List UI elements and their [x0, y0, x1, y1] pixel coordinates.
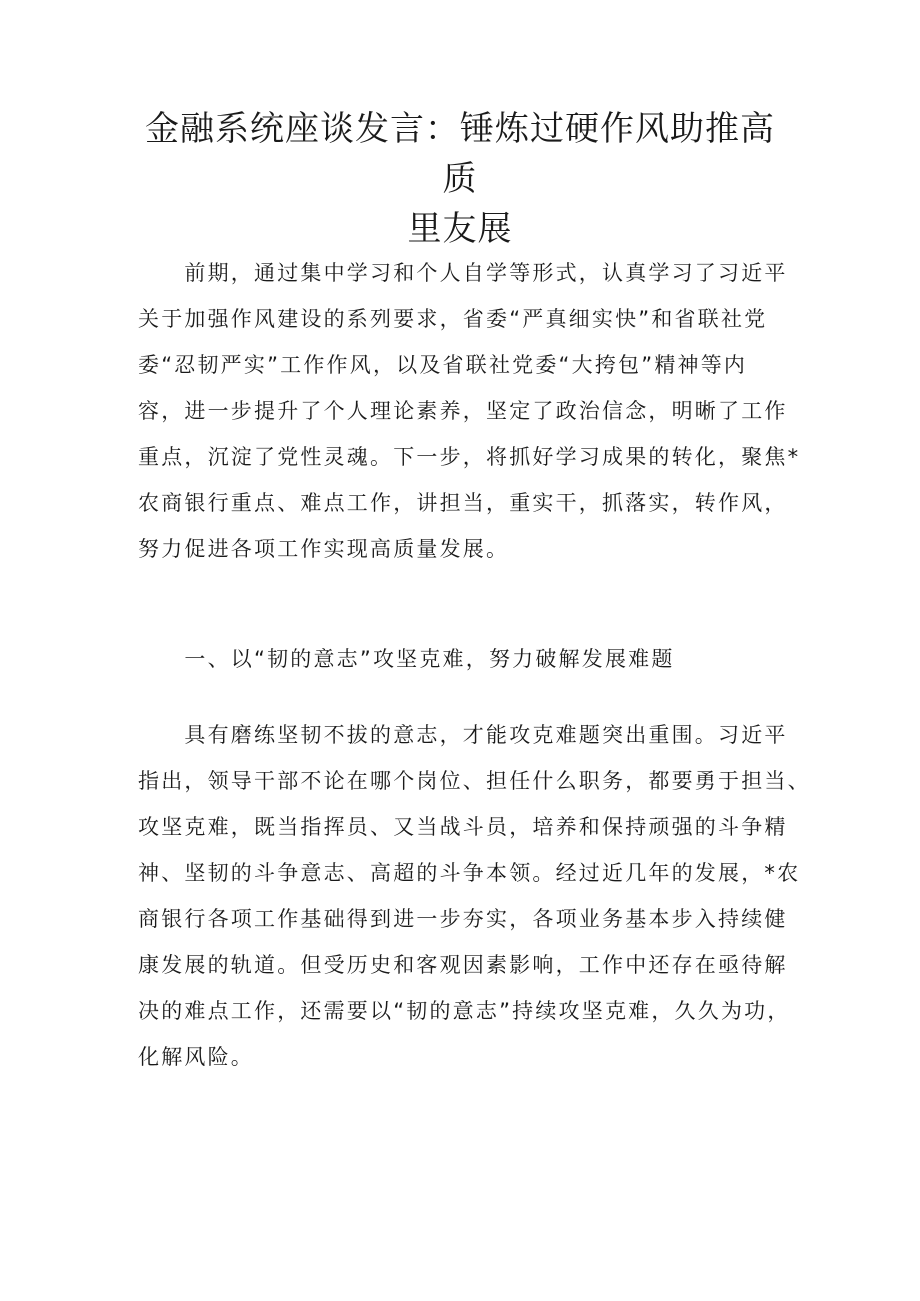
- paragraph-line: 康发展的轨道。但受历史和客观因素影响，工作中还存在亟待解: [138, 953, 788, 977]
- document-title: [130, 104, 790, 254]
- paragraph-line: 商银行各项工作基础得到进一步夯实，各项业务基本步入持续健: [138, 907, 788, 931]
- section-heading: [138, 636, 800, 682]
- paragraph-section-1: [138, 712, 811, 1080]
- paragraph-line: 农商银行重点、难点工作，讲担当，重实干，抓落实，转作风，: [138, 491, 788, 515]
- paragraph-line: 化解风险。: [138, 1045, 254, 1069]
- title-line-1: 金融系统座谈发言：锤炼过硬作风助推高质: [145, 109, 775, 199]
- title-line-2: 里友展: [407, 209, 513, 249]
- paragraph-line: 指出，领导干部不论在哪个岗位、担任什么职务，都要勇于担当、: [138, 769, 811, 793]
- paragraph-line: 攻坚克难，既当指挥员、又当战斗员，培养和保持顽强的斗争精: [138, 815, 788, 839]
- paragraph-line: 努力促进各项工作实现高质量发展。: [138, 537, 510, 561]
- section-heading-text: 一、以“韧的意志”攻坚克难，努力破解发展难题: [138, 647, 675, 671]
- paragraph-intro: [138, 250, 800, 572]
- paragraph-line: 神、坚韧的斗争意志、高超的斗争本领。经过近几年的发展，*农: [138, 861, 801, 885]
- paragraph-line: 重点，沉淀了党性灵魂。下一步，将抓好学习成果的转化，聚焦*: [138, 445, 801, 469]
- paragraph-line: 关于加强作风建设的系列要求，省委“严真细实快”和省联社党: [138, 307, 768, 331]
- paragraph-line: 容，进一步提升了个人理论素养，坚定了政治信念，明晰了工作: [138, 399, 788, 423]
- paragraph-line: 具有磨练坚韧不拔的意志，才能攻克难题突出重围。习近平: [138, 723, 788, 747]
- paragraph-line: 决的难点工作，还需要以“韧的意志”持续攻坚克难，久久为功，: [138, 999, 791, 1023]
- paragraph-line: 前期，通过集中学习和个人自学等形式，认真学习了习近平: [138, 261, 788, 285]
- paragraph-line: 委“忍韧严实”工作作风，以及省联社党委“大挎包”精神等内: [138, 353, 748, 377]
